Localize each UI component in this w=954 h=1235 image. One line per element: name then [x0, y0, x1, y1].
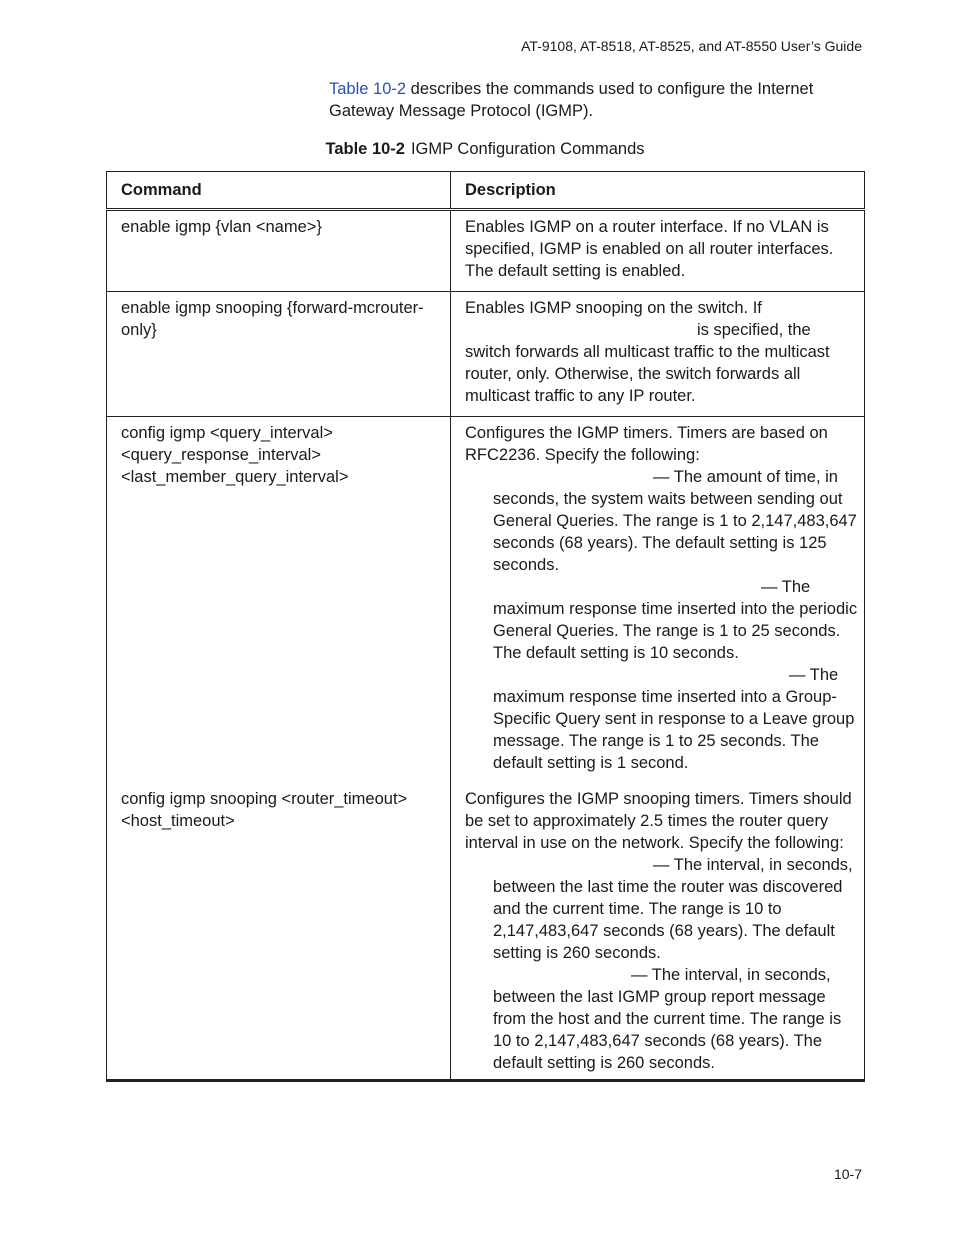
- description-cell: [451, 783, 865, 1081]
- description-intro: Configures the IGMP timers. Timers are based on RFC2236. Specify the following:: [465, 424, 828, 464]
- parameter-description: — The maximum response time inserted into the periodic General Queries. The range is 1 to 25 seconds. The default setting is 10 seconds.: [493, 578, 858, 662]
- parameter-item: [465, 664, 858, 774]
- running-header: AT-9108, AT-8518, AT-8525, and AT-8550 User’s Guide: [521, 38, 862, 54]
- description-text: Enables IGMP snooping on the switch. If: [465, 299, 762, 317]
- command-line: <host_timeout>: [121, 812, 235, 830]
- command-cell: [107, 292, 451, 417]
- parameter-item: [465, 466, 858, 576]
- intro-paragraph: [329, 78, 869, 122]
- command-text: enable igmp {vlan <name>}: [121, 218, 322, 236]
- table-row: [107, 210, 865, 292]
- command-cell: [107, 417, 451, 784]
- command-cell: [107, 210, 451, 292]
- table-header-row: [107, 172, 865, 210]
- command-column-header: Command: [107, 172, 451, 210]
- table-row: [107, 292, 865, 417]
- parameter-item: [465, 964, 858, 1074]
- description-column-header: Description: [451, 172, 865, 210]
- command-text: enable igmp snooping {forward-mcrouter-only}: [121, 299, 424, 339]
- description-intro: Configures the IGMP snooping timers. Timers should be set to approximately 2.5 times the router query interval in use on the network. Specify the following:: [465, 790, 852, 852]
- parameter-description: — The maximum response time inserted into a Group-Specific Query sent in response to a Leave group message. The range is 1 to 25 seconds. The default setting is 1 second.: [493, 666, 855, 772]
- igmp-commands-table: [106, 171, 865, 1082]
- parameter-description: — The interval, in seconds, between the last time the router was discovered and the current time. The range is 10 to 2,147,483,647 seconds (68 years). The default setting is 260 seconds.: [493, 856, 853, 962]
- intro-text: describes the commands used to configure the Internet Gateway Message Protocol (IGMP).: [329, 80, 814, 120]
- command-line: config igmp <query_interval>: [121, 424, 333, 442]
- description-text: is specified, the switch forwards all multicast traffic to the multicast router, only. Otherwise, the switch forwards all multicast traffic to any IP router.: [465, 321, 830, 405]
- parameter-item: [465, 576, 858, 664]
- description-cell: [451, 292, 865, 417]
- table-caption-number: Table 10-2: [325, 140, 405, 158]
- description-cell: [451, 417, 865, 784]
- command-cell: [107, 783, 451, 1081]
- description-text: Enables IGMP on a router interface. If no VLAN is specified, IGMP is enabled on all router interfaces. The default setting is enabled.: [465, 218, 834, 280]
- table-row: [107, 783, 865, 1081]
- table-row: [107, 417, 865, 784]
- parameter-description: — The interval, in seconds, between the last IGMP group report message from the host and the current time. The range is 10 to 2,147,483,647 seconds (68 years). The default setting is 260 seconds.: [493, 966, 842, 1072]
- description-cell: [451, 210, 865, 292]
- parameter-item: [465, 854, 858, 964]
- table-reference-link[interactable]: Table 10-2: [329, 80, 407, 98]
- parameter-description: — The amount of time, in seconds, the system waits between sending out General Queries. The range is 1 to 2,147,483,647 seconds (68 years). The default setting is 125 seconds.: [493, 468, 857, 574]
- page-number: 10-7: [833, 1166, 862, 1182]
- command-line: <query_response_interval>: [121, 446, 321, 464]
- command-line: config igmp snooping <router_timeout>: [121, 790, 408, 808]
- table-caption-title: IGMP Configuration Commands: [410, 140, 645, 158]
- command-line: <last_member_query_interval>: [121, 468, 349, 486]
- table-caption: [0, 138, 954, 160]
